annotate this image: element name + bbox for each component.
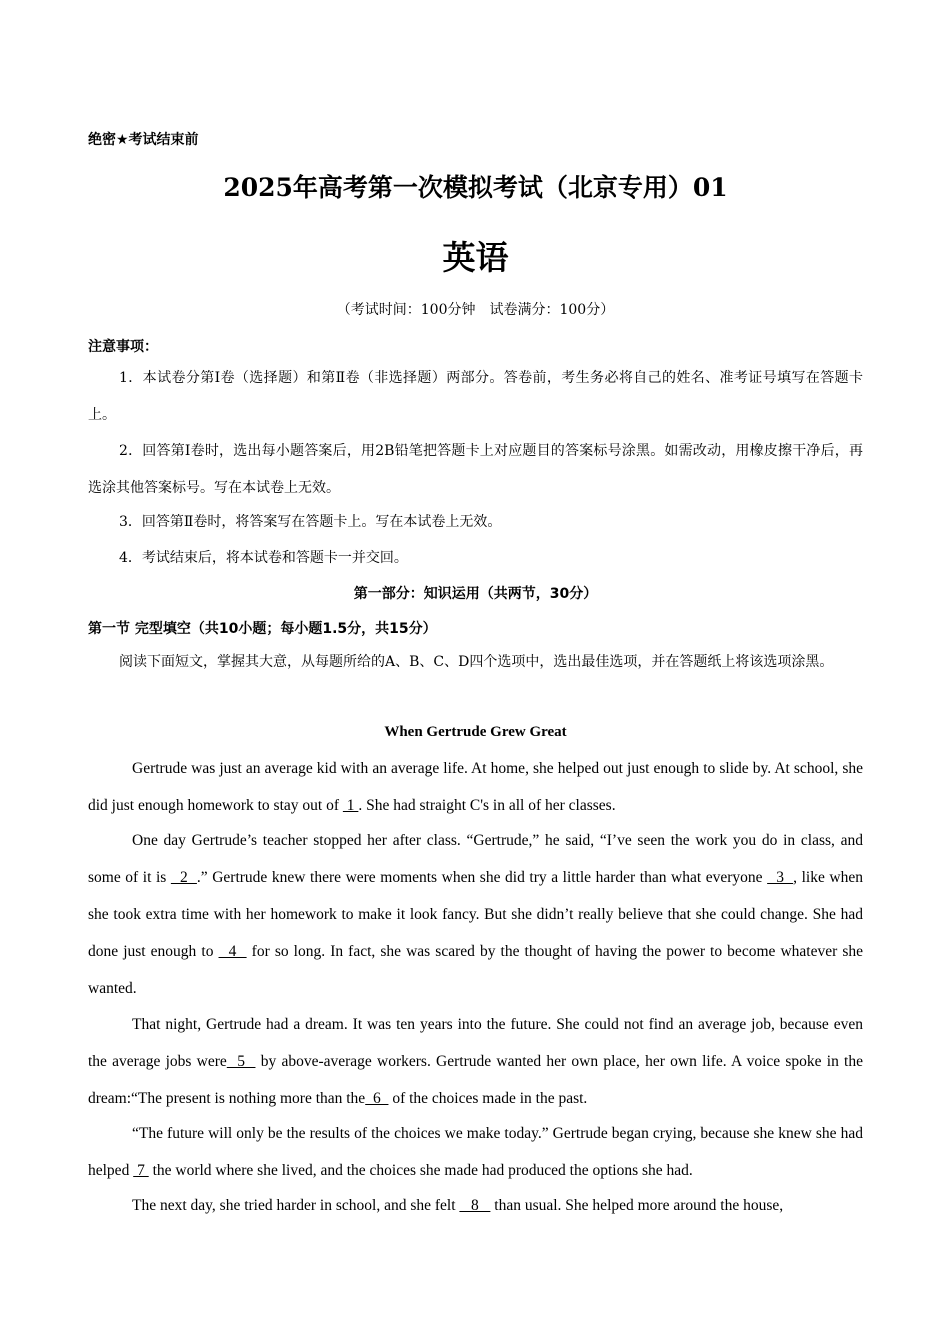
passage-paragraph-3: That night, Gertrude had a dream. It was ten years into the future. She could not find an average job, because even the average jobs were 5 by above-average workers. Gertrude wanted her own place, her own life. A voice spoke in the dream:“The present is nothing more than the 6 of the choices made in the past. bbox=[88, 1016, 863, 1107]
passage-paragraph-5: The next day, she tried harder in school, and she felt 8 than usual. She helped more around the house, bbox=[132, 1197, 784, 1214]
blank-6: 6 bbox=[365, 1090, 389, 1107]
passage-paragraph-2: One day Gertrude’s teacher stopped her after class. “Gertrude,” he said, “I’ve seen the work you do in class, and some of it is 2 .” Gertrude knew there were moments when she did try a little harder than what everyone 3 , like when she took extra time with her homework to make it look fancy. But she didn’t really believe that she could change. She had done just enough to 4 for so long. In fact, she was scared by the thought of having the power to become whatever she wanted. bbox=[88, 832, 863, 997]
blank-3: 3 bbox=[767, 869, 794, 886]
blank-4: 4 bbox=[218, 943, 247, 960]
passage-paragraph-1: Gertrude was just an average kid with an average life. At home, she helped out just enough to slide by. At school, she did just enough homework to stay out of 1 . She had straight C's in all of her classes. bbox=[88, 760, 863, 814]
subject-title: 英语 bbox=[442, 238, 509, 277]
notice-item-2: 2．回答第Ⅰ卷时，选出每小题答案后，用2B铅笔把答题卡上对应题目的答案标号涂黑。如需改动，用橡皮擦干净后，再选涂其他答案标号。写在本试卷上无效。 bbox=[88, 443, 863, 496]
exam-title: 2025年高考第一次模拟考试（北京专用）01 bbox=[223, 173, 728, 202]
notice-item-3: 3．回答第Ⅱ卷时，将答案写在答题卡上。写在本试卷上无效。 bbox=[119, 514, 502, 530]
blank-1: 1 bbox=[342, 797, 359, 814]
confidential-label: 绝密★考试结束前 bbox=[88, 132, 199, 148]
blank-8: 8 bbox=[459, 1197, 491, 1214]
notice-item-4: 4．考试结束后，将本试卷和答题卡一并交回。 bbox=[119, 550, 408, 566]
notice-item-1: 1．本试卷分第Ⅰ卷（选择题）和第Ⅱ卷（非选择题）两部分。答卷前，考生务必将自己的姓名、准考证号填写在答题卡上。 bbox=[88, 370, 863, 423]
blank-5: 5 bbox=[226, 1053, 256, 1070]
exam-time-info: （考试时间：100分钟 试卷满分：100分） bbox=[336, 302, 615, 318]
section-instruction: 阅读下面短文，掌握其大意，从每题所给的A、B、C、D四个选项中，选出最佳选项，并在答题纸上将该选项涂黑。 bbox=[119, 654, 834, 670]
notice-title: 注意事项： bbox=[88, 339, 158, 355]
passage-paragraph-4: “The future will only be the results of the choices we make today.” Gertrude began crying, because she knew she had helped 7 the world where she lived, and the choices she made had produced the options she had. bbox=[88, 1125, 863, 1179]
blank-7: 7 bbox=[133, 1162, 149, 1179]
part-one-title: 第一部分：知识运用（共两节，30分） bbox=[353, 586, 598, 602]
blank-2: 2 bbox=[170, 869, 197, 886]
passage-title: When Gertrude Grew Great bbox=[384, 724, 567, 740]
section-one-title: 第一节 完型填空（共10小题；每小题1.5分，共15分） bbox=[88, 621, 437, 637]
